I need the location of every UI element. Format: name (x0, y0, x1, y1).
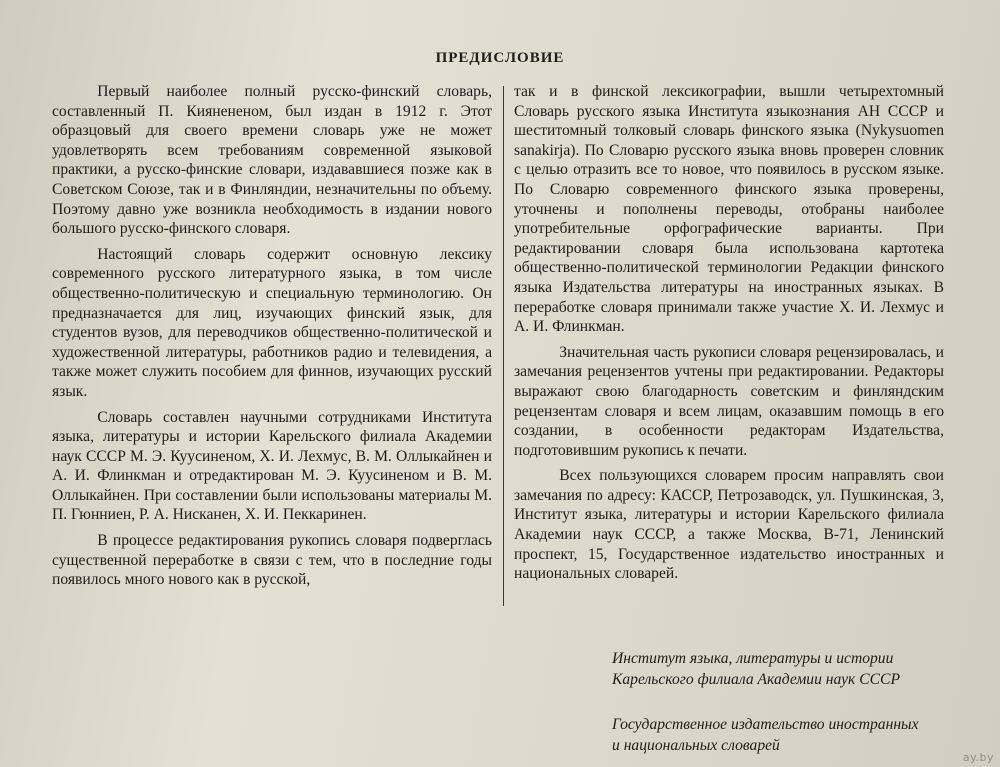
page-title: ПРЕДИСЛОВИЕ (435, 50, 565, 66)
paragraph-editing-continued: так и в финской лексикографии, вышли четырехтомный Словарь русского языка Института языкознания АН СССР и шеститомный толковый словарь финского языка (Nykysuomen sanakirja). По Словарю русского языка вновь проверен словник с целью отразить все то новое, что появилось в русском языке. По Словарю современного финского языка проверены, уточнены и пополнены переводы, отобраны наиболее употребительные орфографические варианты. При редактировании словаря была использована картотека общественно-политической терминологии Редакции финского языка Издательства литературы на иностранных языках. В переработке словаря принимали также участие Х. И. Лехмус и А. И. Флинкман. (514, 83, 944, 336)
watermark: ay.by (962, 751, 994, 764)
signature-line: Карельского филиала Академии наук СССР (612, 671, 900, 688)
signature-line: и национальных словарей (612, 737, 780, 754)
paragraph-reviewers: Значительная часть рукописи словаря рецензировалась, и замечания рецензентов учтены при редактировании. Редакторы выражают свою благодарность советским и финляндским рецензентам словаря и всем лицам, оказавшим помощь в его создании, в особенности редакторам Издательства, подготовившим рукопись к печати. (514, 343, 944, 459)
paragraph-authors: Словарь составлен научными сотрудниками Института языка, литературы и истории Карельского филиала Академии наук СССР М. Э. Куусиненом, Х. И. Лехмус, В. М. Оллыкайнен и А. И. Флинкман и отредактирован М. Э. Куусиненом и В. М. Оллыкайнен. При составлении были использованы материалы М. П. Гюнниен, Р. А. Нисканен, Х. И. Пеккаринен. (52, 408, 492, 524)
left-column (52, 82, 492, 590)
signature-line: Институт языка, литературы и истории (612, 650, 894, 667)
paragraph-editing: В процессе редактирования рукопись словаря подверглась существенной переработке в связи с тем, что в последние годы появилось много нового как в русской, (52, 532, 492, 589)
signature-institute (612, 648, 972, 690)
paragraph-intro: Первый наиболее полный русско-финский словарь, составленный П. Киянененом, был издан в 1912 г. Этот образцовый для своего времени словарь уже не может удовлетворять всем требованиям современной языковой практики, а русско-финские словари, издававшиеся позже как в Советском Союзе, так и в Финляндии, незначительны по объему. Поэтому давно уже возникла необходимость в издании нового большого русско-финского словаря. (52, 83, 492, 238)
column-divider (503, 86, 504, 606)
paragraph-address: Всех пользующихся словарем просим направлять свои замечания по адресу: КАССР, Петрозаводск, ул. Пушкинская, 3, Институт языка, литературы и истории Карельского филиала Академии наук СССР, а также Москва, В-71, Ленинский проспект, 15, Государственное издательство иностранных и национальных словарей. (514, 467, 944, 583)
signature-publisher (612, 714, 972, 756)
right-column (514, 82, 944, 584)
signature-line: Государственное издательство иностранных (612, 716, 919, 733)
paragraph-content: Настоящий словарь содержит основную лексику современного русского литературного языка, в том числе общественно-политическую и специальную терминологию. Он предназначается для лиц, изучающих финский язык, для студентов вузов, для переводчиков общественно-политической и художественной литературы, работников радио и телевидения, а также может служить пособием для финнов, изучающих русский язык. (52, 245, 492, 400)
